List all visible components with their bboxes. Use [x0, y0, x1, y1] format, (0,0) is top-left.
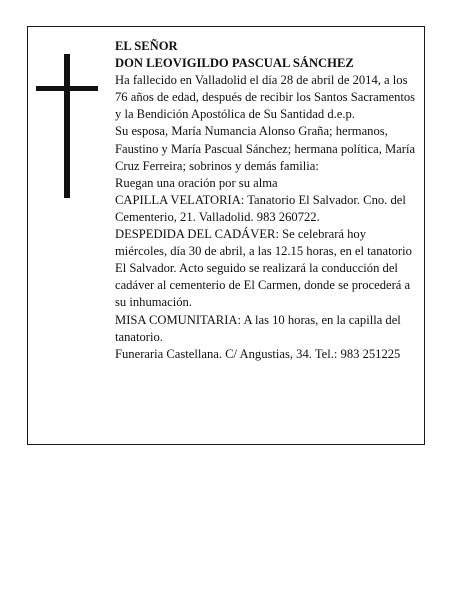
- cross-horizontal-bar: [36, 86, 98, 91]
- funeral-home-info: Funeraria Castellana. C/ Angustias, 34. Tel.: 983 251225: [115, 346, 401, 361]
- chapel-info: CAPILLA VELATORIA: Tanatorio El Salvador. Cno. del Cementerio, 21. Valladolid. 983 260722.: [115, 192, 406, 224]
- cross-vertical-bar: [64, 54, 70, 198]
- obituary-title: EL SEÑOR: [115, 39, 178, 53]
- mass-info: MISA COMUNITARIA: A las 10 horas, en la capilla del tanatorio.: [115, 312, 401, 344]
- death-announcement: Ha fallecido en Valladolid el día 28 de abril de 2014, a los 76 años de edad, después de recibir los Santos Sacramentos y la Bendición Apostólica de Su Santidad d.e.p.: [115, 73, 416, 122]
- deceased-name: DON LEOVIGILDO PASCUAL SÁNCHEZ: [115, 56, 354, 71]
- obituary-text: [115, 38, 417, 363]
- prayer-request: Ruegan una oración por su alma: [115, 175, 278, 190]
- latin-cross-icon: [36, 54, 98, 198]
- family-list: Su esposa, María Numancia Alonso Graña; hermanos, Faustino y María Pascual Sánchez; hermana política, María Cruz Ferreira; sobrinos y demás familia:: [115, 124, 416, 173]
- farewell-info: DESPEDIDA DEL CADÁVER: Se celebrará hoy miércoles, día 30 de abril, a las 12.15 horas, en el tanatorio El Salvador. Acto seguido se realizará la conducción del cadáver al cementerio de El Carmen, donde se procederá a su inhumación.: [115, 227, 412, 310]
